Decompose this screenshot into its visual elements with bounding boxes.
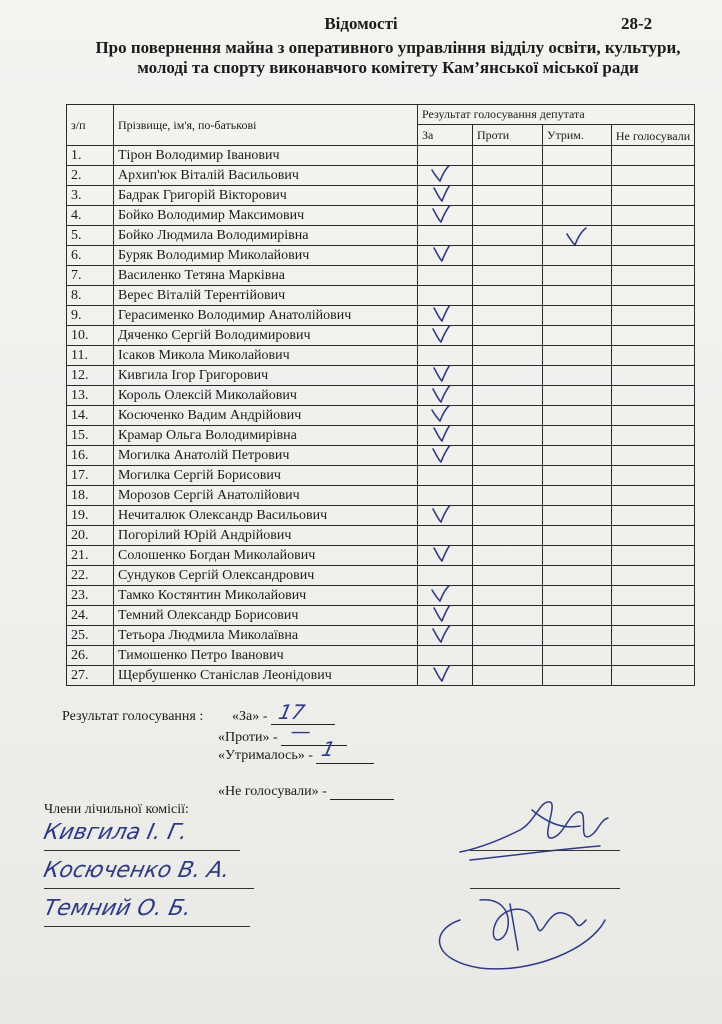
table-row <box>67 586 695 606</box>
row-number: 5. <box>67 226 114 246</box>
checkmark-icon <box>430 666 454 686</box>
vote-cell-ne <box>612 486 695 506</box>
row-number: 7. <box>67 266 114 286</box>
deputy-name: Сундуков Сергій Олександрович <box>114 566 418 586</box>
vote-cell-utrym <box>543 406 612 426</box>
vote-cell-ne <box>612 246 695 266</box>
member-2-line <box>44 888 254 889</box>
vote-cell-utrym <box>543 386 612 406</box>
vote-cell-proty <box>473 426 543 446</box>
row-number: 13. <box>67 386 114 406</box>
result-ne-golosuvaly <box>218 784 394 800</box>
document-number: 28-2 <box>621 14 653 33</box>
row-number: 22. <box>67 566 114 586</box>
result-utrym-label: «Утрималось» - <box>218 748 313 763</box>
vote-cell-ne <box>612 526 695 546</box>
vote-cell-za <box>418 306 473 326</box>
table-row <box>67 606 695 626</box>
vote-cell-za <box>418 166 473 186</box>
vote-cell-ne <box>612 206 695 226</box>
deputy-name: Тірон Володимир Іванович <box>114 146 418 166</box>
deputy-name: Могилка Сергій Борисович <box>114 466 418 486</box>
vote-cell-za <box>418 566 473 586</box>
vote-cell-proty <box>473 186 543 206</box>
vote-cell-ne <box>612 546 695 566</box>
vote-cell-ne <box>612 606 695 626</box>
result-za-value: 17 <box>276 700 307 724</box>
number-column-header: з/п <box>67 105 114 146</box>
deputy-name: Тимошенко Петро Іванович <box>114 646 418 666</box>
row-number: 15. <box>67 426 114 446</box>
checkmark-icon <box>430 446 454 466</box>
vote-cell-proty <box>473 666 543 686</box>
vote-cell-utrym <box>543 506 612 526</box>
table-row <box>67 506 695 526</box>
deputy-name: Крамар Ольга Володимирівна <box>114 426 418 446</box>
vote-cell-za <box>418 586 473 606</box>
table-row <box>67 526 695 546</box>
table-row <box>67 346 695 366</box>
deputy-name: Могилка Анатолій Петрович <box>114 446 418 466</box>
result-proty-label: «Проти» - <box>218 730 278 745</box>
vote-cell-utrym <box>543 206 612 226</box>
vote-cell-za <box>418 346 473 366</box>
vote-cell-utrym <box>543 666 612 686</box>
row-number: 12. <box>67 366 114 386</box>
table-row <box>67 286 695 306</box>
vote-cell-ne <box>612 646 695 666</box>
document-subtitle: Про повернення майна з оперативного управління відділу освіти, культури, молоді та спорту виконавчого комітету Кам’янської міської ради <box>95 38 681 77</box>
deputy-name: Тамко Костянтин Миколайович <box>114 586 418 606</box>
table-row <box>67 146 695 166</box>
vote-column-utrym: Утрим. <box>543 125 612 146</box>
vote-cell-proty <box>473 326 543 346</box>
vote-cell-utrym <box>543 526 612 546</box>
checkmark-icon <box>430 586 454 606</box>
checkmark-icon <box>565 226 589 246</box>
deputy-name: Архип'юк Віталій Васильович <box>114 166 418 186</box>
vote-cell-za <box>418 446 473 466</box>
vote-cell-za <box>418 186 473 206</box>
deputy-name: Морозов Сергій Анатолійович <box>114 486 418 506</box>
vote-column-ne-golosuvaly: Не голосували <box>612 125 695 146</box>
deputy-name: Василенко Тетяна Марківна <box>114 266 418 286</box>
vote-cell-ne <box>612 366 695 386</box>
checkmark-icon <box>430 166 454 186</box>
signature-2 <box>420 880 620 980</box>
voting-table <box>66 104 695 686</box>
row-number: 26. <box>67 646 114 666</box>
vote-cell-ne <box>612 566 695 586</box>
vote-cell-utrym <box>543 486 612 506</box>
result-za <box>232 700 335 725</box>
vote-cell-utrym <box>543 466 612 486</box>
vote-cell-proty <box>473 486 543 506</box>
vote-cell-za <box>418 486 473 506</box>
result-ne-blank <box>330 785 394 800</box>
vote-cell-proty <box>473 626 543 646</box>
table-row <box>67 406 695 426</box>
table-row <box>67 386 695 406</box>
vote-cell-utrym <box>543 326 612 346</box>
deputy-name: Бойко Людмила Володимирівна <box>114 226 418 246</box>
vote-cell-ne <box>612 446 695 466</box>
checkmark-icon <box>430 506 454 526</box>
row-number: 17. <box>67 466 114 486</box>
checkmark-icon <box>430 546 454 566</box>
vote-cell-proty <box>473 466 543 486</box>
document-title: Відомості <box>324 14 398 33</box>
commission-label: Члени лічильної комісії: <box>44 802 189 817</box>
vote-cell-proty <box>473 546 543 566</box>
signature-1 <box>440 790 620 870</box>
row-number: 21. <box>67 546 114 566</box>
vote-cell-utrym <box>543 226 612 246</box>
vote-cell-ne <box>612 426 695 446</box>
vote-cell-utrym <box>543 166 612 186</box>
commission-member-3: Темний О. Б. <box>41 896 194 921</box>
vote-cell-proty <box>473 266 543 286</box>
vote-cell-ne <box>612 466 695 486</box>
row-number: 3. <box>67 186 114 206</box>
row-number: 24. <box>67 606 114 626</box>
result-proty-value: — <box>288 719 314 743</box>
deputy-name: Ісаков Микола Миколайович <box>114 346 418 366</box>
vote-cell-ne <box>612 286 695 306</box>
vote-cell-ne <box>612 666 695 686</box>
row-number: 8. <box>67 286 114 306</box>
row-number: 18. <box>67 486 114 506</box>
checkmark-icon <box>430 186 454 206</box>
checkmark-icon <box>430 326 454 346</box>
vote-cell-za <box>418 506 473 526</box>
vote-column-proty: Проти <box>473 125 543 146</box>
deputy-name: Бадрак Григорій Вікторович <box>114 186 418 206</box>
vote-cell-utrym <box>543 186 612 206</box>
vote-cell-za <box>418 666 473 686</box>
vote-cell-ne <box>612 386 695 406</box>
vote-column-za: За <box>418 125 473 146</box>
deputy-name: Верес Віталій Терентійович <box>114 286 418 306</box>
vote-cell-utrym <box>543 426 612 446</box>
checkmark-icon <box>430 426 454 446</box>
name-column-header: Прізвище, ім'я, по-батькові <box>114 105 418 146</box>
vote-cell-ne <box>612 406 695 426</box>
result-za-label: «За» - <box>232 709 268 724</box>
vote-cell-utrym <box>543 546 612 566</box>
vote-cell-proty <box>473 606 543 626</box>
signature-1-line <box>470 850 620 851</box>
checkmark-icon <box>430 606 454 626</box>
deputy-name: Герасименко Володимир Анатолійович <box>114 306 418 326</box>
vote-cell-za <box>418 646 473 666</box>
checkmark-icon <box>430 206 454 226</box>
deputy-name: Щербушенко Станіслав Леонідович <box>114 666 418 686</box>
vote-cell-proty <box>473 246 543 266</box>
vote-cell-za <box>418 326 473 346</box>
deputy-name: Нечиталюк Олександр Васильович <box>114 506 418 526</box>
vote-cell-ne <box>612 626 695 646</box>
deputy-name: Темний Олександр Борисович <box>114 606 418 626</box>
checkmark-icon <box>430 306 454 326</box>
vote-cell-utrym <box>543 306 612 326</box>
vote-cell-utrym <box>543 346 612 366</box>
vote-cell-za <box>418 406 473 426</box>
table-row <box>67 466 695 486</box>
vote-cell-utrym <box>543 626 612 646</box>
vote-cell-ne <box>612 146 695 166</box>
row-number: 16. <box>67 446 114 466</box>
vote-cell-za <box>418 146 473 166</box>
table-row <box>67 366 695 386</box>
vote-cell-proty <box>473 506 543 526</box>
vote-cell-ne <box>612 306 695 326</box>
vote-cell-za <box>418 626 473 646</box>
results-label: Результат голосування : <box>62 709 204 724</box>
table-row <box>67 226 695 246</box>
table-row <box>67 446 695 466</box>
vote-cell-za <box>418 286 473 306</box>
result-proty-blank <box>281 719 347 746</box>
row-number: 23. <box>67 586 114 606</box>
vote-result-header: Результат голосування депутата <box>418 105 695 125</box>
vote-cell-za <box>418 546 473 566</box>
table-row <box>67 246 695 266</box>
deputy-name: Косюченко Вадим Андрійович <box>114 406 418 426</box>
member-3-line <box>44 926 250 927</box>
deputy-name: Дяченко Сергій Володимирович <box>114 326 418 346</box>
table-row <box>67 426 695 446</box>
table-row <box>67 186 695 206</box>
table-row <box>67 566 695 586</box>
vote-cell-ne <box>612 506 695 526</box>
vote-cell-proty <box>473 586 543 606</box>
vote-cell-utrym <box>543 366 612 386</box>
vote-cell-proty <box>473 566 543 586</box>
vote-cell-utrym <box>543 146 612 166</box>
vote-cell-proty <box>473 386 543 406</box>
vote-cell-ne <box>612 266 695 286</box>
vote-cell-ne <box>612 186 695 206</box>
deputy-name: Кивгила Ігор Григорович <box>114 366 418 386</box>
vote-cell-proty <box>473 526 543 546</box>
row-number: 9. <box>67 306 114 326</box>
table-row <box>67 326 695 346</box>
vote-cell-proty <box>473 346 543 366</box>
deputy-name: Погорілий Юрій Андрійович <box>114 526 418 546</box>
vote-cell-za <box>418 386 473 406</box>
vote-cell-proty <box>473 446 543 466</box>
row-number: 11. <box>67 346 114 366</box>
vote-cell-utrym <box>543 646 612 666</box>
row-number: 6. <box>67 246 114 266</box>
vote-cell-utrym <box>543 266 612 286</box>
vote-cell-utrym <box>543 446 612 466</box>
row-number: 2. <box>67 166 114 186</box>
vote-cell-proty <box>473 646 543 666</box>
member-1-line <box>44 850 240 851</box>
row-number: 19. <box>67 506 114 526</box>
vote-cell-utrym <box>543 606 612 626</box>
vote-cell-ne <box>612 226 695 246</box>
checkmark-icon <box>430 246 454 266</box>
table-row <box>67 546 695 566</box>
vote-cell-za <box>418 266 473 286</box>
vote-cell-ne <box>612 586 695 606</box>
result-utrym-blank <box>316 737 374 764</box>
deputy-name: Тетьора Людмила Миколаївна <box>114 626 418 646</box>
row-number: 27. <box>67 666 114 686</box>
vote-cell-proty <box>473 286 543 306</box>
vote-cell-za <box>418 206 473 226</box>
voting-table-body <box>67 146 695 686</box>
vote-cell-utrym <box>543 286 612 306</box>
row-number: 14. <box>67 406 114 426</box>
vote-cell-proty <box>473 206 543 226</box>
vote-cell-proty <box>473 226 543 246</box>
checkmark-icon <box>430 366 454 386</box>
commission-member-2: Косюченко В. А. <box>41 858 233 883</box>
vote-cell-za <box>418 606 473 626</box>
vote-cell-utrym <box>543 586 612 606</box>
vote-cell-za <box>418 426 473 446</box>
result-ne-label: «Не голосували» - <box>218 784 327 799</box>
vote-cell-proty <box>473 306 543 326</box>
vote-cell-utrym <box>543 246 612 266</box>
deputy-name: Бойко Володимир Максимович <box>114 206 418 226</box>
table-row <box>67 266 695 286</box>
vote-cell-za <box>418 466 473 486</box>
commission-member-1: Кивгила І. Г. <box>41 820 190 845</box>
checkmark-icon <box>430 386 454 406</box>
vote-cell-proty <box>473 406 543 426</box>
result-utrym-value: 1 <box>319 737 338 761</box>
vote-cell-za <box>418 366 473 386</box>
row-number: 25. <box>67 626 114 646</box>
vote-cell-ne <box>612 166 695 186</box>
vote-cell-proty <box>473 166 543 186</box>
table-row <box>67 666 695 686</box>
table-row <box>67 646 695 666</box>
deputy-name: Солошенко Богдан Миколайович <box>114 546 418 566</box>
signature-2-line <box>470 888 620 889</box>
vote-cell-za <box>418 246 473 266</box>
row-number: 4. <box>67 206 114 226</box>
vote-cell-ne <box>612 346 695 366</box>
vote-cell-za <box>418 526 473 546</box>
row-number: 10. <box>67 326 114 346</box>
table-row <box>67 626 695 646</box>
vote-cell-proty <box>473 146 543 166</box>
table-row <box>67 306 695 326</box>
vote-cell-proty <box>473 366 543 386</box>
vote-cell-utrym <box>543 566 612 586</box>
deputy-name: Буряк Володимир Миколайович <box>114 246 418 266</box>
table-row <box>67 486 695 506</box>
table-row <box>67 166 695 186</box>
row-number: 1. <box>67 146 114 166</box>
row-number: 20. <box>67 526 114 546</box>
checkmark-icon <box>430 626 454 646</box>
table-row <box>67 206 695 226</box>
deputy-name: Король Олексій Миколайович <box>114 386 418 406</box>
vote-cell-za <box>418 226 473 246</box>
vote-cell-ne <box>612 326 695 346</box>
checkmark-icon <box>430 406 454 426</box>
